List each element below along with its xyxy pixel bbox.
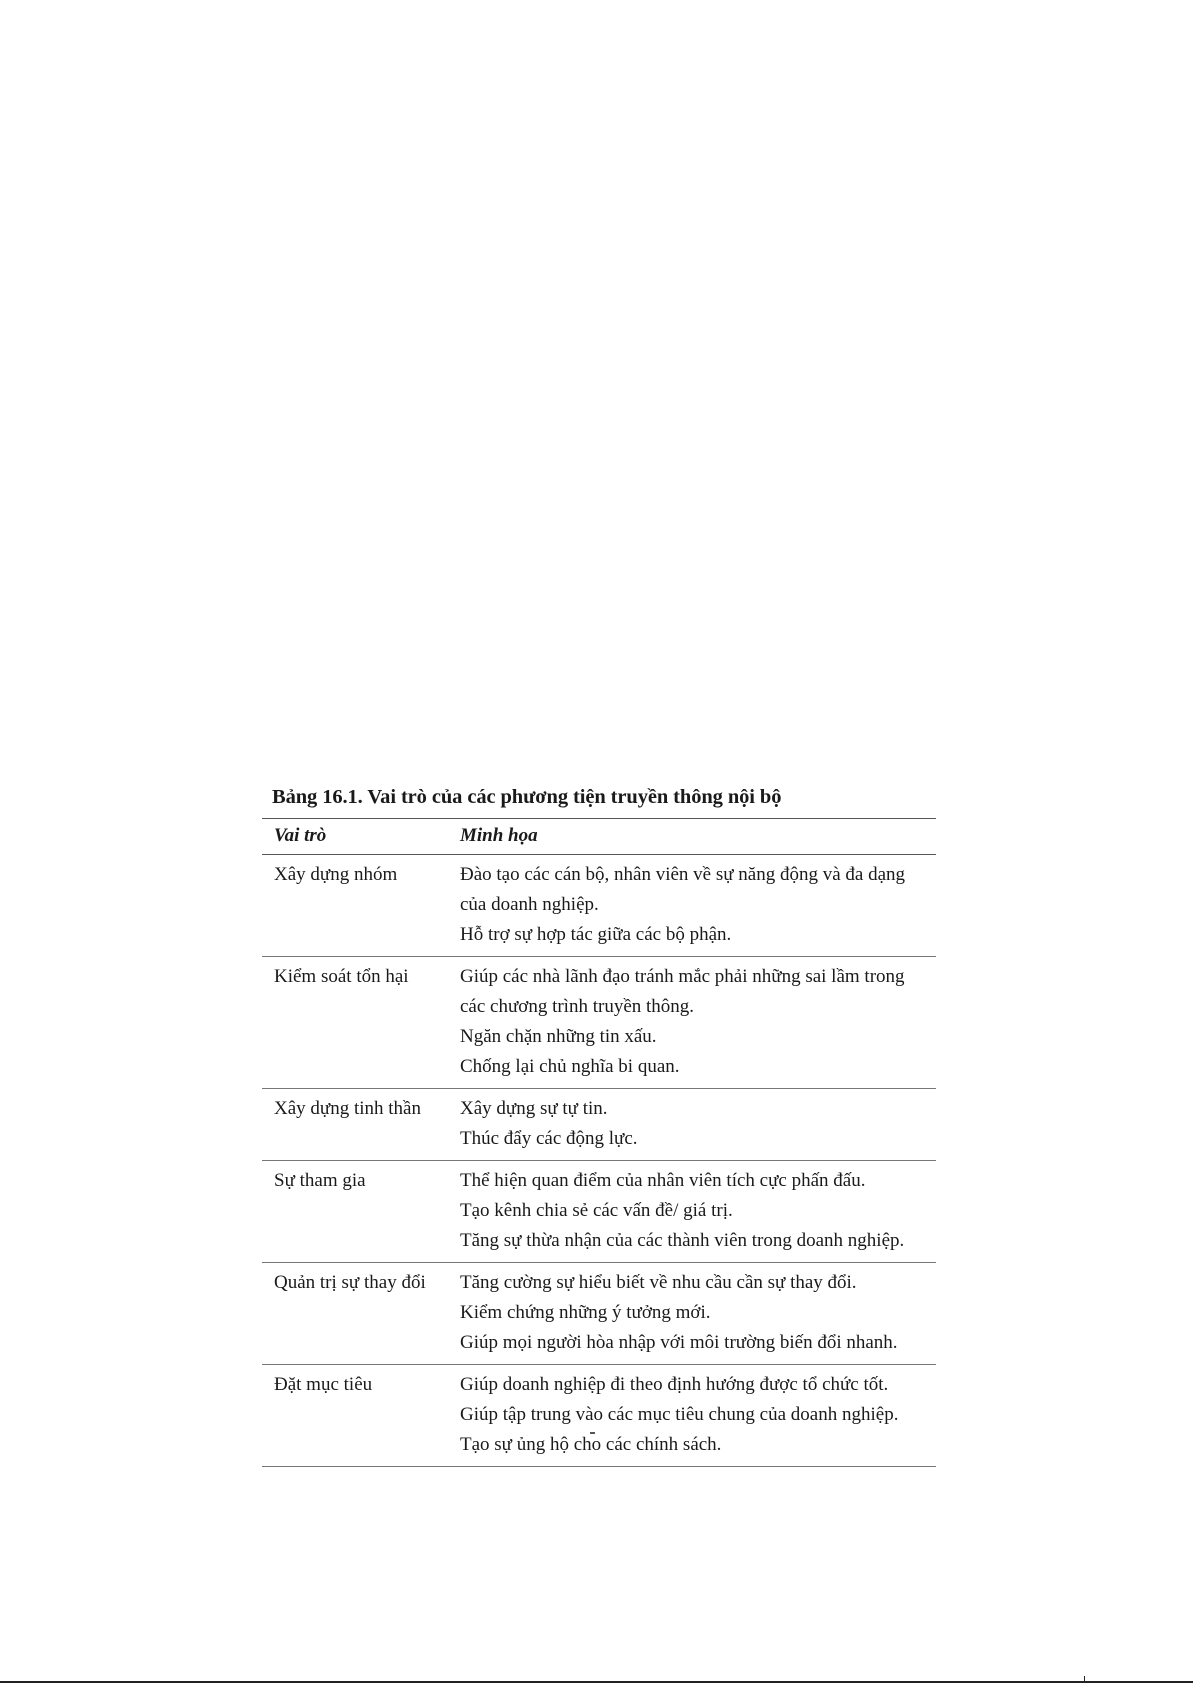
example-cell [456,1365,936,1467]
role-label: Kiểm soát tổn hại [274,966,409,987]
example-line: Giúp doanh nghiệp đi theo định hướng được tổ chức tốt. [460,1374,889,1395]
table-row [262,957,936,1089]
role-label: Xây dựng tinh thần [274,1098,421,1119]
example-cell [456,855,936,957]
example-line: Giúp tập trung vào các mục tiêu chung của doanh nghiệp. [460,1404,899,1425]
role-cell [262,1263,456,1365]
table-row [262,1263,936,1365]
example-line: Kiểm chứng những ý tưởng mới. [460,1302,711,1323]
roles-table [262,818,936,1467]
role-cell [262,855,456,957]
role-label: Xây dựng nhóm [274,864,398,885]
example-line: Tạo sự ủng hộ cho các chính sách. [460,1434,722,1455]
example-cell [456,1089,936,1161]
example-line: Giúp mọi người hòa nhập với môi trường biến đổi nhanh. [460,1332,898,1353]
role-cell [262,1089,456,1161]
page-bottom-tick [1084,1676,1085,1682]
page-mark [590,1432,595,1434]
role-cell [262,1365,456,1467]
table-caption: Bảng 16.1. Vai trò của các phương tiện truyền thông nội bộ [272,786,782,808]
example-line: Hỗ trợ sự hợp tác giữa các bộ phận. [460,924,732,945]
example-line: Giúp các nhà lãnh đạo tránh mắc phải những sai lầm trong [460,966,905,987]
table-row [262,1365,936,1467]
role-label: Đặt mục tiêu [274,1374,373,1395]
table-row [262,1089,936,1161]
example-line: các chương trình truyền thông. [460,996,695,1017]
table-row [262,1161,936,1263]
header-role: Vai trò [274,825,327,846]
role-label: Sự tham gia [274,1170,366,1191]
example-line: Chống lại chủ nghĩa bi quan. [460,1056,680,1077]
page-bottom-rule [0,1681,1193,1683]
example-line: Đào tạo các cán bộ, nhân viên về sự năng động và đa dạng [460,864,906,885]
example-line: Tăng cường sự hiểu biết về nhu cầu cần sự thay đổi. [460,1272,857,1293]
example-line: Thúc đẩy các động lực. [460,1128,638,1149]
role-cell [262,1161,456,1263]
example-cell [456,1161,936,1263]
example-line: Ngăn chặn những tin xấu. [460,1026,657,1047]
example-line: Tạo kênh chia sẻ các vấn đề/ giá trị. [460,1200,733,1221]
role-label: Quản trị sự thay đổi [274,1272,426,1293]
header-example: Minh họa [460,825,538,846]
example-line: Thể hiện quan điểm của nhân viên tích cực phấn đấu. [460,1170,866,1191]
example-cell [456,1263,936,1365]
example-line: của doanh nghiệp. [460,894,599,915]
role-cell [262,957,456,1089]
example-cell [456,957,936,1089]
example-line: Tăng sự thừa nhận của các thành viên trong doanh nghiệp. [460,1230,905,1251]
example-line: Xây dựng sự tự tin. [460,1098,608,1119]
table-header-row [262,819,936,855]
table-row [262,855,936,957]
